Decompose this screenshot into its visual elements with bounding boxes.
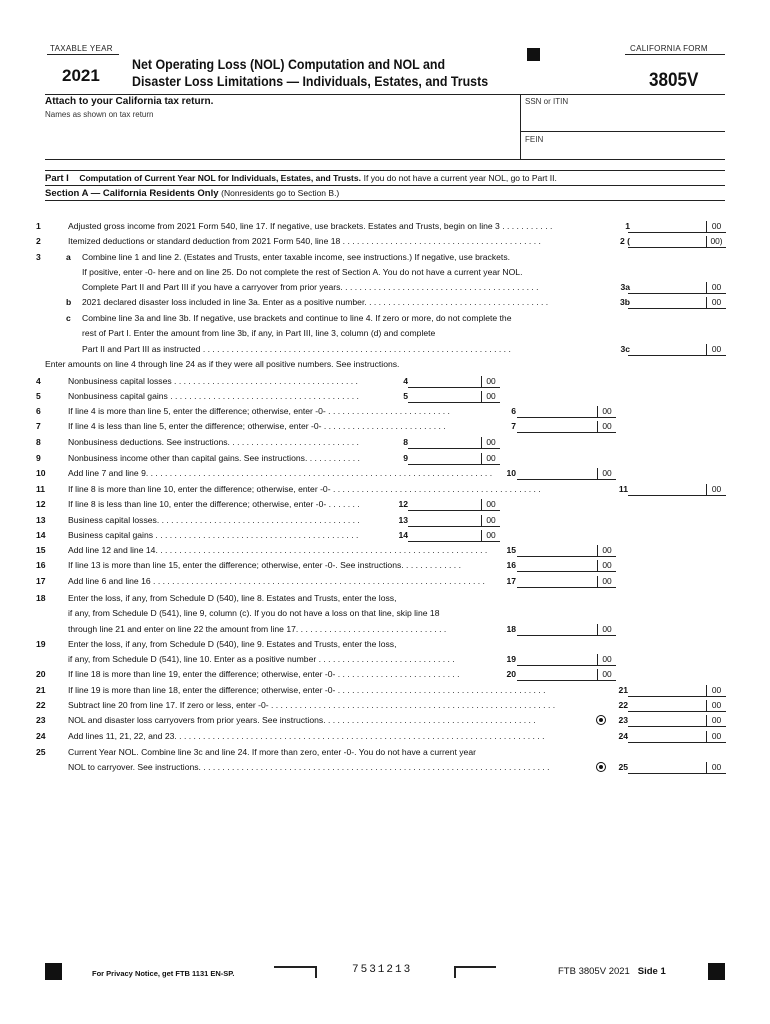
form-line [0,560,770,572]
line-reference: 8 [403,437,408,447]
line-number: 25 [36,747,46,757]
form-line [0,654,770,666]
amount-field[interactable] [517,406,597,418]
amount-field[interactable] [408,437,481,449]
form-line [0,608,770,620]
line-text: Add line 7 and line 9. . . . . . . . . . . . . . . . . . . . . . . . . . . . . . . . . . . . . . . . . . . . . . . . . . . . . . . . . . . . . . . . . . . . . . . . . [68,468,493,478]
cents-field[interactable]: 00 [481,453,500,465]
form-line [0,344,770,356]
line-text: Business capital losses. . . . . . . . . . . . . . . . . . . . . . . . . . . . . . . . . . . . . . . . . . . [68,515,360,525]
line-number: 15 [36,545,46,555]
line-number: 20 [36,669,46,679]
line-number: 24 [36,731,46,741]
attach-instruction: Attach to your California tax return. [45,96,214,107]
footer-mark-right [708,963,725,980]
line-number: 13 [36,515,46,525]
enter-amounts-note: Enter amounts on line 4 through line 24 as if they were all positive numbers. See instructions. [45,359,400,369]
line-text: If line 4 is more than line 5, enter the difference; otherwise, enter -0- . . . . . . . . . . . . . . . . . . . . . . . . . . [68,406,450,416]
amount-field[interactable] [628,297,706,309]
form-line [0,576,770,588]
line-reference: 19 [506,654,516,664]
line-number: 3 [36,252,41,262]
amount-field[interactable] [517,421,597,433]
line-text: If line 18 is more than line 19, enter the difference; otherwise, enter -0- . . . . . . . . . . . . . . . . . . . . . . . . . . [68,669,460,679]
part1-note: If you do not have a current year NOL, go to Part II. [363,173,557,183]
cents-field[interactable]: 00 [597,421,616,433]
amount-field[interactable] [517,654,597,666]
line-number: 14 [36,530,46,540]
line-reference: 2 ( [619,236,630,246]
cents-field[interactable]: 00 [481,437,500,449]
line-number: 23 [36,715,46,725]
form-line [0,747,770,759]
line-reference: 12 [398,499,408,509]
line-text: Nonbusiness deductions. See instructions. . . . . . . . . . . . . . . . . . . . . . . . . . . . [68,437,359,447]
form-line [0,376,770,388]
line-reference: 3c [620,344,630,354]
line-reference: 3b [619,297,630,307]
footer-mark-left [45,963,62,980]
attention-circle-icon [596,762,606,772]
line-sub-letter: a [66,252,71,262]
form-line [0,297,770,309]
fein-label: FEIN [525,135,544,144]
line-text: Nonbusiness income other than capital gains. See instructions. . . . . . . . . . . . [68,453,360,463]
form-line [0,530,770,542]
attention-circle-icon [596,715,606,725]
cents-field[interactable]: 00 [481,391,500,403]
amount-field[interactable] [408,530,481,542]
form-line [0,468,770,480]
form-line [0,593,770,605]
cents-field[interactable]: 00 [706,715,726,727]
line-reference: 20 [506,669,516,679]
form-line [0,545,770,557]
form-line [0,313,770,325]
form-line [0,453,770,465]
amount-field[interactable] [628,700,706,712]
amount-field[interactable] [517,576,597,588]
form-line [0,731,770,743]
line-reference: 13 [398,515,408,525]
line-reference: 14 [398,530,408,540]
form-line [0,236,770,248]
line-reference: 23 [618,715,628,725]
line-number: 18 [36,593,46,603]
line-reference: 6 [511,406,516,416]
cents-field[interactable]: 00 [706,484,726,496]
names-label: Names as shown on tax return [45,110,154,119]
cents-field[interactable]: 00 [706,685,726,697]
line-reference: 11 [618,484,628,494]
cents-field[interactable]: 00 [706,731,726,743]
amount-field[interactable] [408,515,481,527]
line-text: if any, from Schedule D (541), line 9, column (c). If you do not have a loss on that line, skip line 18 [68,608,440,618]
form-number: 3805V [649,70,699,91]
name-field[interactable] [45,159,725,160]
line-text: Add line 6 and line 16 . . . . . . . . . . . . . . . . . . . . . . . . . . . . . . . . . . . . . . . . . . . . . . . . . . . . . . . . . . . . . . . . . . . . . . [68,576,485,586]
line-reference: 7 [511,421,516,431]
line-reference: 10 [506,468,516,478]
line-number: 2 [36,236,41,246]
line-text: rest of Part I. Enter the amount from line 3b, if any, in Part III, line 3, column (d) and complete [82,328,436,338]
cents-field[interactable]: 00 [597,576,616,588]
line-text: through line 21 and enter on line 22 the amount from line 17. . . . . . . . . . . . . . . . . . . . . . . . . . . . . . . . [68,624,447,634]
cents-field[interactable]: 00 [706,221,726,233]
cents-field[interactable]: 00 [706,700,726,712]
amount-field[interactable] [628,685,706,697]
line-reference: 17 [506,576,516,586]
form-line [0,437,770,449]
line-reference: 1 [625,221,630,231]
line-reference: 4 [403,376,408,386]
amount-field[interactable] [628,762,706,774]
form-side-label [558,966,666,977]
line-number: 17 [36,576,46,586]
form-line [0,252,770,264]
cents-field[interactable]: 00 [597,669,616,681]
form-line [0,700,770,712]
line-number: 6 [36,406,41,416]
line-text: If line 13 is more than line 15, enter the difference; otherwise, enter -0-. See instructions. . . . . . . . . . . . . [68,560,461,570]
line-text: 2021 declared disaster loss included in line 3a. Enter as a positive number. . . . . . . . . . . . . . . . . . . . . . . . . . . . . . . . . . . . . . . [82,297,549,307]
registration-mark [527,48,540,61]
taxable-year-label: TAXABLE YEAR [50,44,113,53]
form-line [0,328,770,340]
amount-field[interactable] [517,624,597,636]
line-number: 7 [36,421,41,431]
line-text: Add lines 11, 21, 22, and 23. . . . . . . . . . . . . . . . . . . . . . . . . . . . . . . . . . . . . . . . . . . . . . . . . . . . . . . . . . . . . . . . . . . . . . . . . . . . . . [68,731,545,741]
cents-field[interactable]: 00 [597,468,616,480]
form-line [0,624,770,636]
cents-field[interactable]: 00 [481,376,500,388]
line-text: Add line 12 and line 14. . . . . . . . . . . . . . . . . . . . . . . . . . . . . . . . . . . . . . . . . . . . . . . . . . . . . . . . . . . . . . . . . . . . . . [68,545,488,555]
form-line [0,484,770,496]
cents-field[interactable]: 00) [706,236,726,248]
form-line [0,391,770,403]
amount-field[interactable] [517,468,597,480]
amount-field[interactable] [628,731,706,743]
amount-field[interactable] [517,560,597,572]
part1-heading [45,173,557,184]
line-text: Business capital gains . . . . . . . . . . . . . . . . . . . . . . . . . . . . . . . . . . . . . . . . . . . [68,530,359,540]
cents-field[interactable]: 00 [706,282,726,294]
line-text: If line 8 is less than line 10, enter the difference; otherwise, enter -0- . . . . . . . [68,499,360,509]
line-sub-letter: c [66,313,71,323]
line-text: If positive, enter -0- here and on line 25. Do not complete the rest of Section A. You do not have a current year NOL. [82,267,523,277]
cents-field[interactable]: 00 [706,762,726,774]
amount-field[interactable] [628,344,706,356]
line-number: 22 [36,700,46,710]
cents-field[interactable]: 00 [597,545,616,557]
line-text: Part II and Part III as instructed . . . . . . . . . . . . . . . . . . . . . . . . . . . . . . . . . . . . . . . . . . . . . . . . . . . . . . . . . . . . . . . . . [82,344,511,354]
line-reference: 16 [506,560,516,570]
section-a-heading [45,188,339,199]
line-number: 8 [36,437,41,447]
line-sub-letter: b [66,297,72,307]
line-reference: 18 [506,624,516,634]
form-line [0,639,770,651]
part1-title: Computation of Current Year NOL for Individuals, Estates, and Trusts. [79,173,361,183]
line-number: 1 [36,221,41,231]
amount-field[interactable] [628,236,706,248]
amount-field[interactable] [408,376,481,388]
line-text: NOL to carryover. See instructions. . . . . . . . . . . . . . . . . . . . . . . . . . . . . . . . . . . . . . . . . . . . . . . . . . . . . . . . . . . . . . . . . . . . . . . . . . [68,762,550,772]
cents-field[interactable]: 00 [597,624,616,636]
line-text: Subtract line 20 from line 17. If zero or less, enter -0- . . . . . . . . . . . . . . . . . . . . . . . . . . . . . . . . . . . . . . . . . . . . . . . . . . . . . . . . . . . . [68,700,556,710]
amount-field[interactable] [517,669,597,681]
cents-field[interactable]: 00 [481,530,500,542]
line-number: 5 [36,391,41,401]
cents-field[interactable]: 00 [481,515,500,527]
line-reference: 25 [618,762,628,772]
line-number: 16 [36,560,46,570]
amount-field[interactable] [408,499,481,511]
cents-field[interactable]: 00 [597,560,616,572]
section-a-note: (Nonresidents go to Section B.) [221,188,340,198]
line-text: Complete Part II and Part III if you have a carryover from prior years. . . . . . . . . . . . . . . . . . . . . . . . . . . . . . . . . . . . . . . . . . [82,282,539,292]
line-text: If line 8 is more than line 10, enter the difference; otherwise, enter -0- . . . . . . . . . . . . . . . . . . . . . . . . . . . . . . . . . . . . . . . . . . . . [68,484,541,494]
line-reference: 5 [403,391,408,401]
line-text: if any, from Schedule D (541), line 10. Enter as a positive number . . . . . . . . . . . . . . . . . . . . . . . . . . . . . [68,654,455,664]
line-text: If line 19 is more than line 18, enter the difference; otherwise, enter -0- . . . . . . . . . . . . . . . . . . . . . . . . . . . . . . . . . . . . . . . . . . . . [68,685,546,695]
ssn-label: SSN or ITIN [525,97,569,106]
line-number: 21 [36,685,46,695]
line-reference: 22 [618,700,628,710]
amount-field[interactable] [408,453,481,465]
cents-field[interactable]: 00 [706,297,726,309]
form-line [0,715,770,727]
line-reference: 3a [620,282,630,292]
line-number: 19 [36,639,46,649]
line-text: Enter the loss, if any, from Schedule D (540), line 9. Estates and Trusts, enter the loss, [68,639,397,649]
line-number: 9 [36,453,41,463]
line-text: Nonbusiness capital gains . . . . . . . . . . . . . . . . . . . . . . . . . . . . . . . . . . . . . . . . [68,391,359,401]
form-id: FTB 3805V 2021 [558,966,630,977]
form-line [0,267,770,279]
line-text: Combine line 1 and line 2. (Estates and Trusts, enter taxable income, see instructions.) If negative, use brackets. [82,252,511,262]
form-line [0,406,770,418]
section-a-label: Section A — California Residents Only [45,188,219,199]
amount-field[interactable] [628,221,706,233]
line-text: NOL and disaster loss carryovers from prior years. See instructions. . . . . . . . . . . . . . . . . . . . . . . . . . . . . . . . . . . . . . . . . . . . . [68,715,536,725]
line-text: Current Year NOL. Combine line 3c and line 24. If more than zero, enter -0-. You do not have a current year [68,747,476,757]
tax-year: 2021 [62,66,100,85]
cents-field[interactable]: 00 [481,499,500,511]
line-text: Itemized deductions or standard deduction from 2021 Form 540, line 18 . . . . . . . . . . . . . . . . . . . . . . . . . . . . . . . . . . . . . . . . . . [68,236,541,246]
form-title-line2: Disaster Loss Limitations — Individuals, Estates, and Trusts [132,74,489,89]
form-title-line1: Net Operating Loss (NOL) Computation and NOL and [132,57,446,72]
form-line [0,669,770,681]
form-line [0,685,770,697]
line-text: If line 4 is less than line 5, enter the difference; otherwise, enter -0- . . . . . . . . . . . . . . . . . . . . . . . . . . [68,421,446,431]
line-reference: 15 [506,545,516,555]
line-number: 11 [36,484,46,494]
line-text: Enter the loss, if any, from Schedule D (540), line 8. Estates and Trusts, enter the loss, [68,593,397,603]
form-code: 7531213 [352,964,413,976]
amount-field[interactable] [517,545,597,557]
form-line [0,282,770,294]
line-number: 4 [36,376,41,386]
form-line [0,421,770,433]
cents-field[interactable]: 00 [706,344,726,356]
form-line [0,221,770,233]
part1-label: Part I [45,173,69,184]
cents-field[interactable]: 00 [597,406,616,418]
line-reference: 9 [403,453,408,463]
line-number: 12 [36,499,46,509]
line-text: Adjusted gross income from 2021 Form 540, line 17. If negative, use brackets. Estates and Trusts, begin on line 3 . . . . . . . . . . . [68,221,553,231]
amount-field[interactable] [628,282,706,294]
form-line [0,515,770,527]
line-text: Nonbusiness capital losses . . . . . . . . . . . . . . . . . . . . . . . . . . . . . . . . . . . . . . . [68,376,358,386]
line-number: 10 [36,468,46,478]
form-line [0,762,770,774]
amount-field[interactable] [408,391,481,403]
line-text: Combine line 3a and line 3b. If negative, use brackets and continue to line 4. If zero or more, do not complete the [82,313,512,323]
california-form-label: CALIFORNIA FORM [630,44,708,53]
amount-field[interactable] [628,484,706,496]
line-reference: 24 [618,731,628,741]
line-reference: 21 [618,685,628,695]
form-line [0,499,770,511]
cents-field[interactable]: 00 [597,654,616,666]
side-number: Side 1 [637,966,666,977]
privacy-notice: For Privacy Notice, get FTB 1131 EN-SP. [92,969,235,978]
amount-field[interactable] [628,715,706,727]
